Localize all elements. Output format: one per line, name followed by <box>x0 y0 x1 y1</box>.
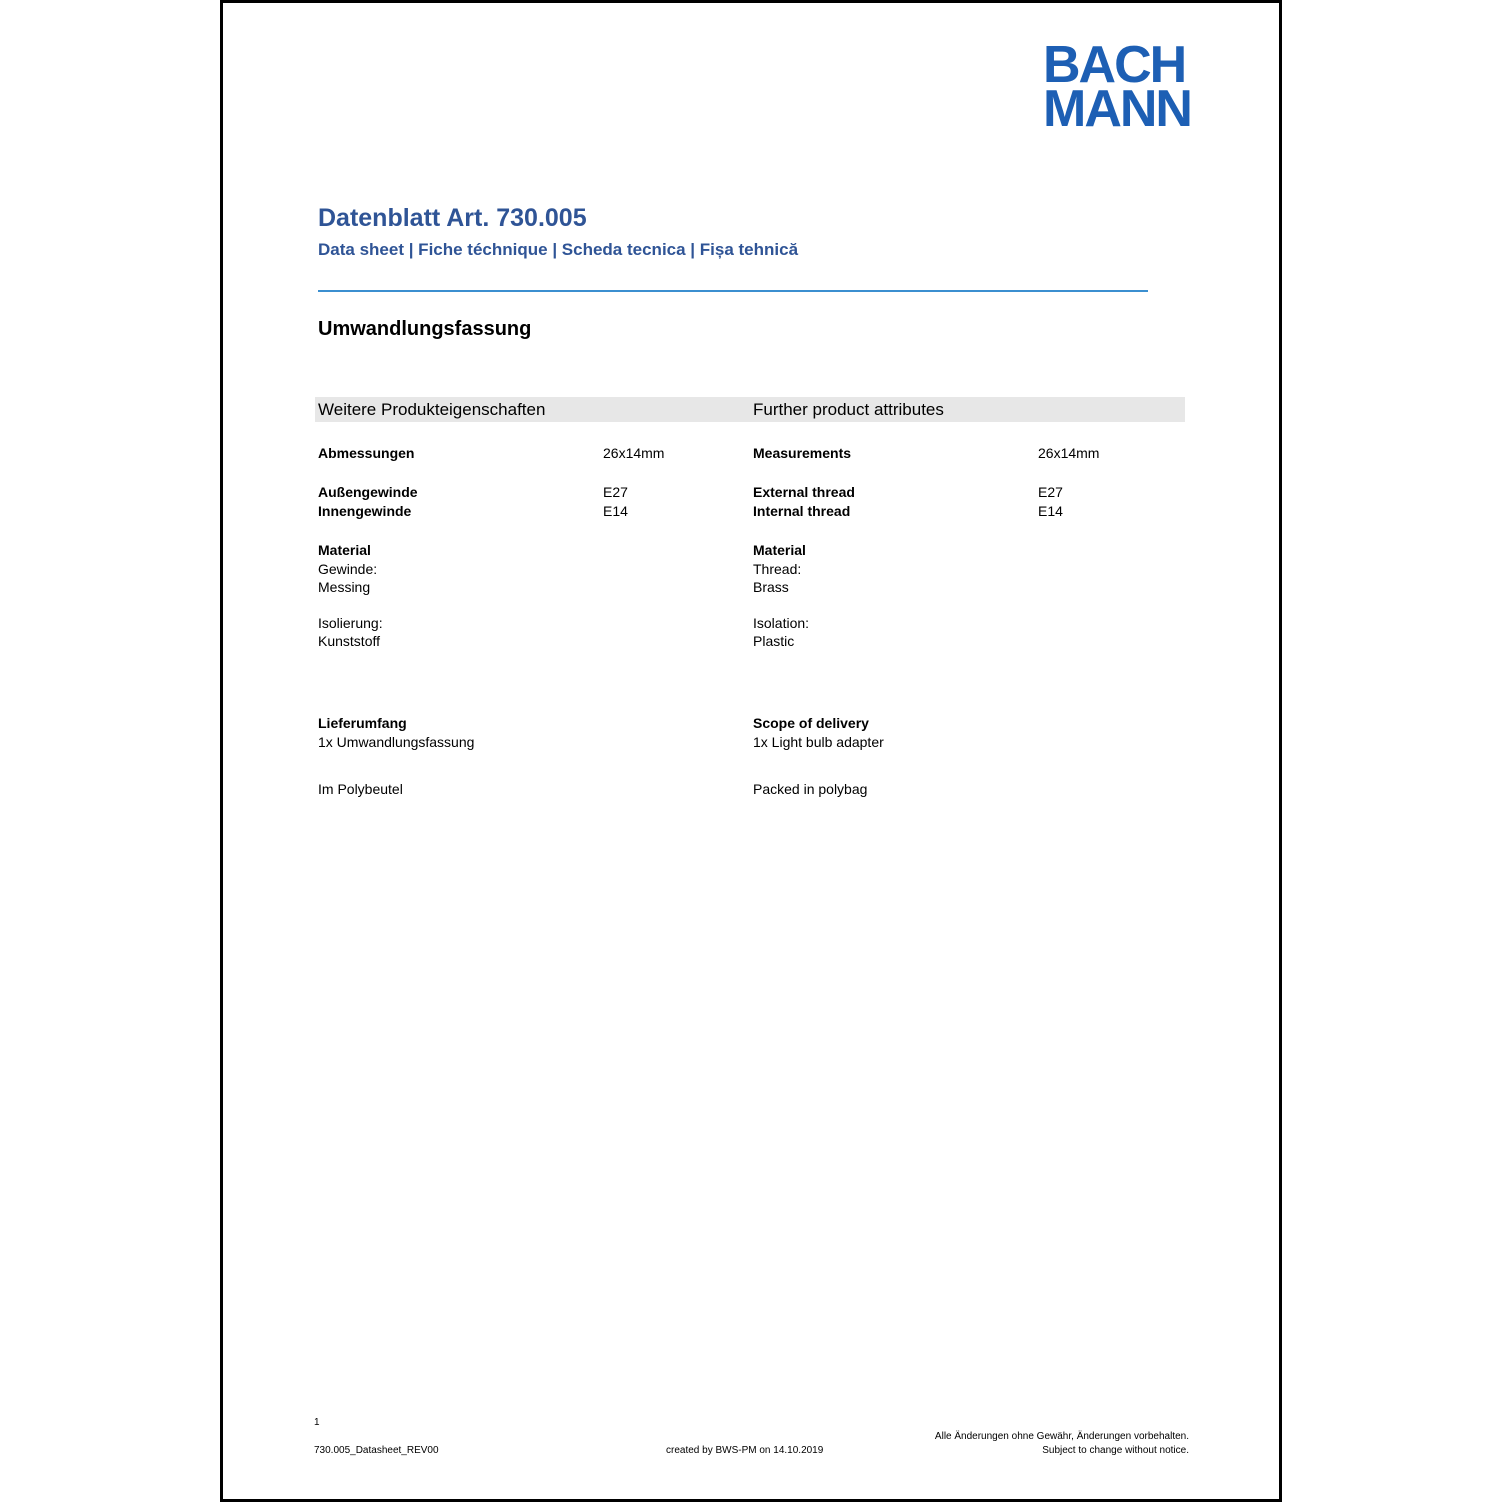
disclaimer-en: Subject to change without notice. <box>1042 1445 1189 1456</box>
en-isolation-value: Plastic <box>753 633 795 649</box>
en-delivery-value: 1x Light bulb adapter <box>753 734 884 750</box>
logo-line-2: MANN <box>1043 80 1191 138</box>
page-title: Datenblatt Art. 730.005 <box>318 204 587 232</box>
de-measurements-label: Abmessungen <box>318 445 415 461</box>
page-subtitle: Data sheet | Fiche téchnique | Scheda tecnica | Fișa tehnică <box>318 240 799 259</box>
de-ext-thread-value: E27 <box>603 484 628 500</box>
de-packing: Im Polybeutel <box>318 781 403 797</box>
logo-line-1: BACH <box>1043 36 1186 94</box>
de-material-label: Material <box>318 542 371 558</box>
disclaimer-de: Alle Änderungen ohne Gewähr, Änderungen vorbehalten. <box>934 1431 1189 1442</box>
de-int-thread-value: E14 <box>603 503 628 519</box>
de-ext-thread-label: Außengewinde <box>318 484 418 500</box>
page-number: 1 <box>314 1417 320 1428</box>
de-isolation-label: Isolierung: <box>318 615 383 631</box>
datasheet-page <box>220 0 1282 1502</box>
de-thread-label: Gewinde: <box>318 561 378 577</box>
de-delivery-label: Lieferumfang <box>318 715 407 731</box>
en-measurements-value: 26x14mm <box>1038 445 1100 461</box>
en-material-label: Material <box>753 542 806 558</box>
en-ext-thread-label: External thread <box>753 484 855 500</box>
de-isolation-value: Kunststoff <box>318 633 381 649</box>
en-delivery-label: Scope of delivery <box>753 715 869 731</box>
created-info: created by BWS-PM on 14.10.2019 <box>666 1445 824 1456</box>
de-int-thread-label: Innengewinde <box>318 503 412 519</box>
en-ext-thread-value: E27 <box>1038 484 1063 500</box>
de-measurements-value: 26x14mm <box>603 445 665 461</box>
en-int-thread-label: Internal thread <box>753 503 851 519</box>
bachmann-logo <box>1043 36 1193 138</box>
en-thread-label: Thread: <box>753 561 802 577</box>
en-packing: Packed in polybag <box>753 781 868 797</box>
de-delivery-value: 1x Umwandlungsfassung <box>318 734 475 750</box>
section-heading-de: Weitere Produkteigenschaften <box>318 400 546 419</box>
en-int-thread-value: E14 <box>1038 503 1063 519</box>
en-isolation-label: Isolation: <box>753 615 810 631</box>
document-id: 730.005_Datasheet_REV00 <box>314 1445 439 1456</box>
en-measurements-label: Measurements <box>753 445 852 461</box>
en-thread-value: Brass <box>753 579 789 595</box>
product-name: Umwandlungsfassung <box>318 318 532 340</box>
de-thread-value: Messing <box>318 579 371 595</box>
section-heading-en: Further product attributes <box>753 400 944 419</box>
header-divider <box>318 290 1148 292</box>
